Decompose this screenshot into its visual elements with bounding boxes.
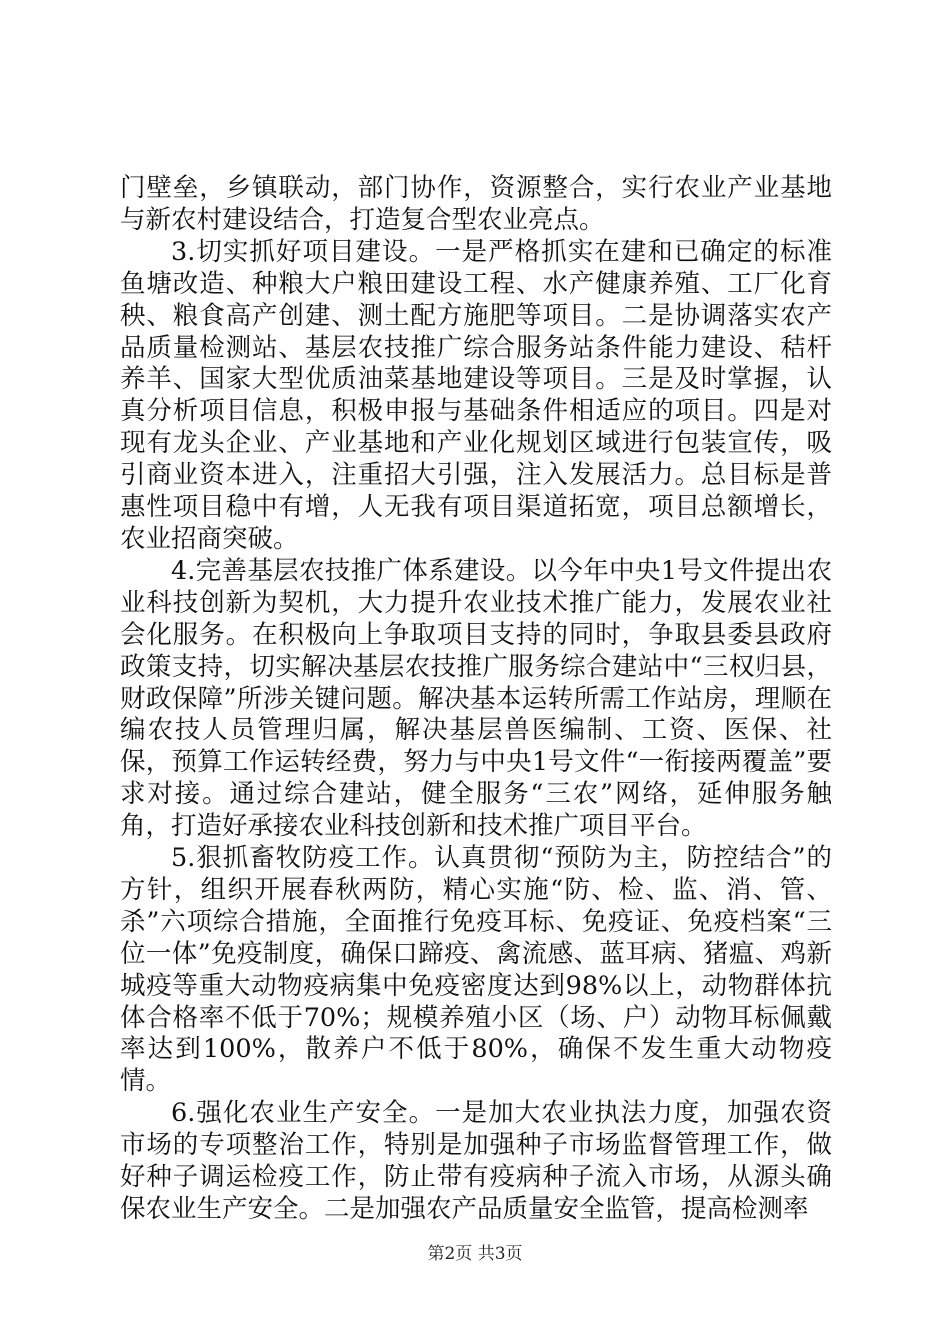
paragraph-project-construction: 3.切实抓好项目建设。一是严格抓实在建和已确定的标准鱼塘改造、种粮大户粮田建设工程、水产健康养殖、工厂化育秧、粮食高产创建、测土配方施肥等项目。二是协调落实农产品质量检测站、基层农技推广综合服务站条件能力建设、秸杆养羊、国家大型优质油菜基地建设等项目。三是及时掌握，认真分析项目信息，积极申报与基础条件相适应的项目。四是对现有龙头企业、产业基地和产业化规划区域进行包装宣传，吸引商业资本进入，注重招大引强，注入发展活力。总目标是普惠性项目稳中有增，人无我有项目渠道拓宽，项目总额增长，农业招商突破。	[120, 236, 832, 554]
paragraph-livestock-epidemic-prevention: 5.狠抓畜牧防疫工作。认真贯彻“预防为主，防控结合”的方针，组织开展春秋两防，精心实施“防、检、监、消、管、杀”六项综合措施，全面推行免疫耳标、免疫证、免疫档案“三位一体”免疫制度，确保口蹄疫、禽流感、蓝耳病、猪瘟、鸡新城疫等重大动物疫病集中免疫密度达到98%以上，动物群体抗体合格率不低于70%；规模养殖小区（场、户）动物耳标佩戴率达到100%，散养户不低于80%，确保不发生重大动物疫情。	[120, 843, 832, 1097]
paragraph-agri-production-safety: 6.强化农业生产安全。一是加大农业执法力度，加强农资市场的专项整治工作，特别是加强种子市场监督管理工作，做好种子调运检疫工作，防止带有疫病种子流入市场，从源头确保农业生产安全。二是加强农产品质量安全监管，提高检测率	[120, 1098, 832, 1224]
paragraph-agri-tech-extension: 4.完善基层农技推广体系建设。以今年中央1号文件提出农业科技创新为契机，大力提升农业技术推广能力，发展农业社会化服务。在积极向上争取项目支持的同时，争取县委县政府政策支持，切实解决基层农技推广服务综合建站中“三权归县，财政保障”所涉关键问题。解决基本运转所需工作站房，理顺在编农技人员管理归属，解决基层兽医编制、工资、医保、社保，预算工作运转经费，努力与中央1号文件“一衔接两覆盖”要求对接。通过综合建站，健全服务“三农”网络，延伸服务触角，打造好承接农业科技创新和技术推广项目平台。	[120, 555, 832, 842]
page-number-footer: 第2页 共3页	[427, 1244, 523, 1264]
paragraph-continuation: 门壁垒，乡镇联动，部门协作，资源整合，实行农业产业基地与新农村建设结合，打造复合型农业亮点。	[120, 173, 832, 235]
document-body	[120, 173, 832, 1226]
